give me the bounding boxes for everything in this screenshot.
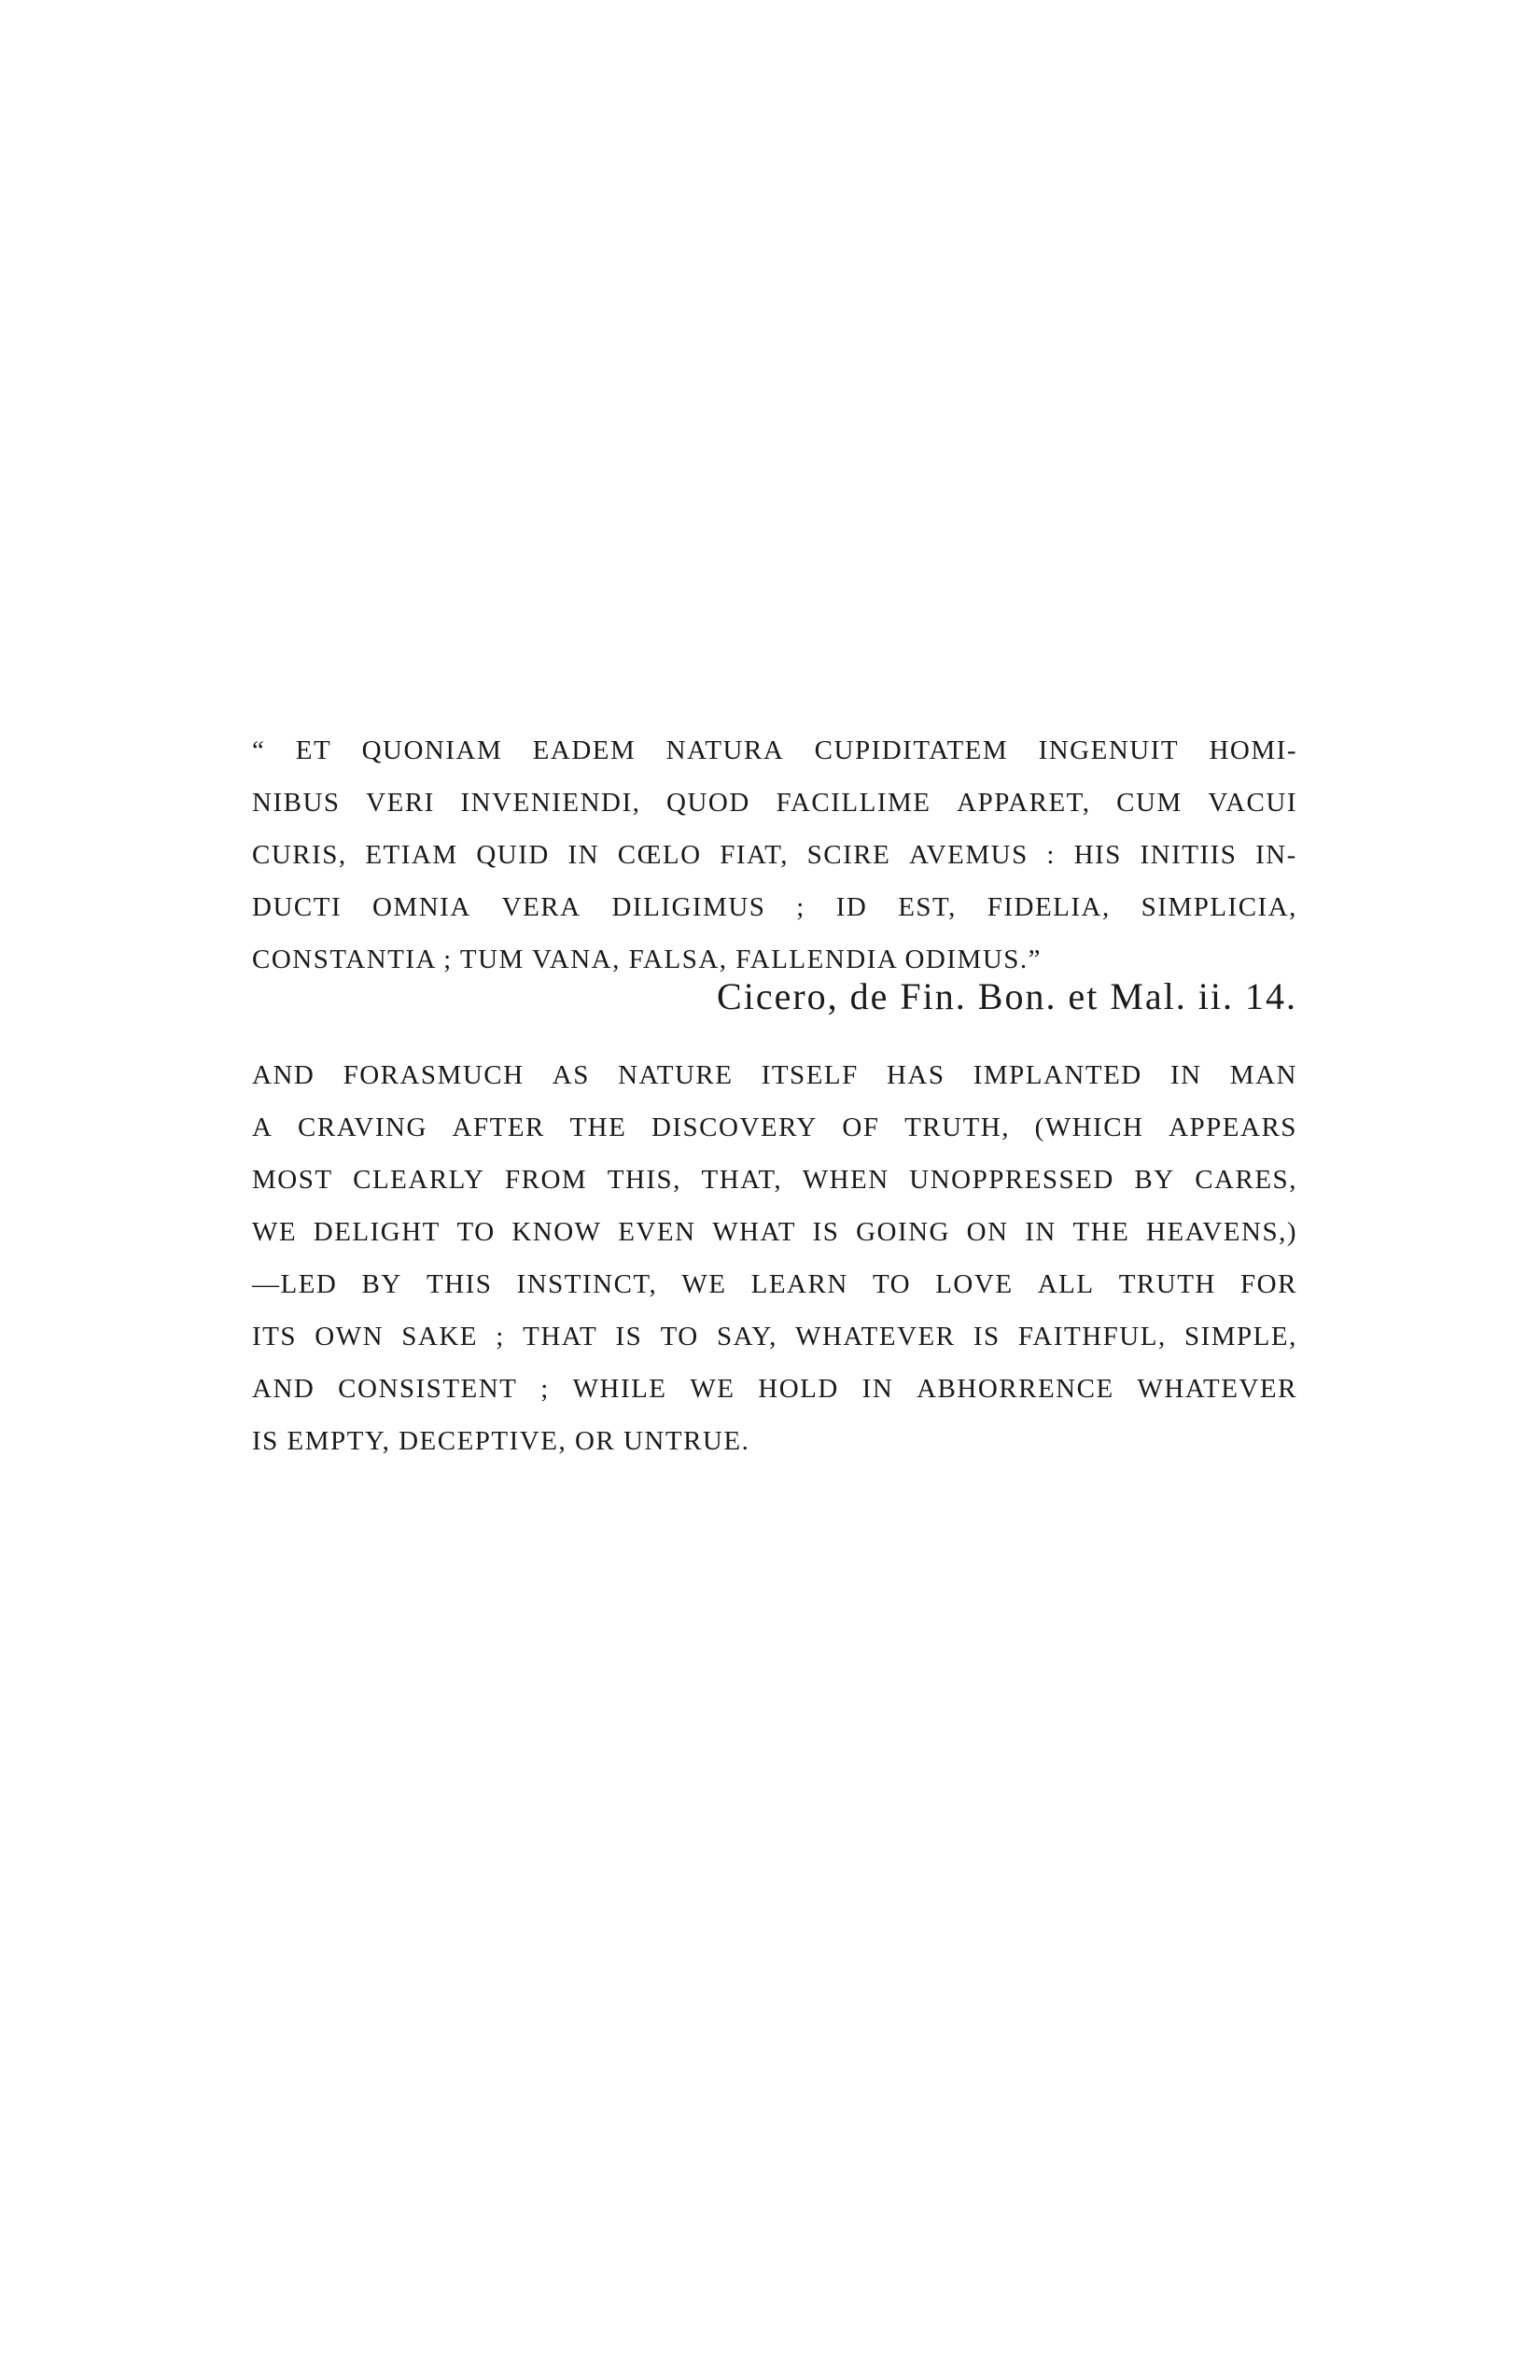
word: WE	[252, 1217, 298, 1247]
word: IS	[615, 1322, 643, 1351]
word: ITS	[252, 1322, 297, 1351]
word: THE	[1072, 1217, 1130, 1247]
word: DILIGIMUS	[611, 892, 766, 922]
word: ;	[540, 1374, 550, 1404]
word: CUM	[1116, 788, 1183, 818]
word: ON	[966, 1217, 1009, 1247]
word: APPEARS	[1169, 1113, 1297, 1142]
word: EST,	[898, 892, 957, 922]
word: AFTER	[452, 1113, 545, 1142]
word: UNOPPRESSED	[909, 1165, 1114, 1195]
translation-line	[252, 1258, 1297, 1310]
word: ;	[796, 892, 805, 922]
word: ;	[496, 1322, 505, 1351]
word: DUCTI	[252, 892, 343, 922]
word: AVEMUS	[909, 840, 1029, 870]
word: SAY,	[716, 1322, 777, 1351]
word: INSTINCT,	[516, 1269, 658, 1299]
word: WHATEVER	[795, 1322, 956, 1351]
translation-line	[252, 1206, 1297, 1258]
word: VACUI	[1208, 788, 1297, 818]
word: AND	[252, 1374, 315, 1404]
word: :	[1046, 840, 1056, 870]
word: OF	[842, 1113, 880, 1142]
word: IN-	[1255, 840, 1297, 870]
translation-line	[252, 1154, 1297, 1206]
word: IMPLANTED	[973, 1060, 1142, 1090]
word: BY	[361, 1269, 402, 1299]
word: AND	[252, 1060, 315, 1090]
word: DISCOVERY	[651, 1113, 818, 1142]
word: CRAVING	[298, 1113, 427, 1142]
word: TO	[872, 1269, 912, 1299]
word: NATURE	[618, 1060, 734, 1090]
word: WHILE	[572, 1374, 667, 1404]
word: THIS	[426, 1269, 493, 1299]
word: ETIAM	[365, 840, 458, 870]
word: SAKE	[401, 1322, 479, 1351]
word: FAITHFUL,	[1017, 1322, 1167, 1351]
word: FROM	[504, 1165, 588, 1195]
word: INGENUIT	[1038, 735, 1180, 765]
word: TO	[660, 1322, 699, 1351]
epigraph-line	[252, 724, 1297, 777]
word: VERI	[366, 788, 435, 818]
english-translation	[252, 1049, 1297, 1467]
word: KNOW	[511, 1217, 602, 1247]
word: A	[252, 1113, 273, 1142]
word: SCIRE	[806, 840, 891, 870]
translation-line	[252, 1101, 1297, 1154]
word: FOR	[1240, 1269, 1297, 1299]
word: DELIGHT	[313, 1217, 441, 1247]
word: CONSISTENT	[338, 1374, 518, 1404]
word: LEARN	[750, 1269, 848, 1299]
word: ALL	[1037, 1269, 1095, 1299]
latin-epigraph	[252, 724, 1297, 986]
word: IS	[812, 1217, 840, 1247]
word: WHAT	[712, 1217, 796, 1247]
word: ET	[295, 735, 332, 765]
word: HOLD	[758, 1374, 839, 1404]
word: WE	[690, 1374, 735, 1404]
word: SIMPLE,	[1183, 1322, 1297, 1351]
word: IN	[1025, 1217, 1057, 1247]
epigraph-line	[252, 881, 1297, 933]
word: WHEN	[802, 1165, 889, 1195]
word: “	[252, 735, 266, 765]
epigraph-attribution: Cicero, de Fin. Bon. et Mal. ii. 14.	[717, 975, 1297, 1017]
word: —LED	[252, 1269, 338, 1299]
word: OWN	[315, 1322, 385, 1351]
word: THE	[569, 1113, 627, 1142]
word: WE	[681, 1269, 727, 1299]
translation-line: IS EMPTY, DECEPTIVE, OR UNTRUE.	[252, 1426, 750, 1456]
word: ID	[835, 892, 868, 922]
word: TRUTH	[1118, 1269, 1216, 1299]
word: QUID	[476, 840, 550, 870]
word: HIS	[1073, 840, 1122, 870]
epigraph-line	[252, 777, 1297, 829]
word: NIBUS	[252, 788, 341, 818]
word: IN	[567, 840, 600, 870]
word: QUONIAM	[361, 735, 503, 765]
word: MOST	[252, 1165, 333, 1195]
word: (WHICH	[1034, 1113, 1144, 1142]
word: THAT,	[701, 1165, 783, 1195]
word: INITIIS	[1140, 840, 1238, 870]
word: FIAT,	[720, 840, 790, 870]
word: SIMPLICIA,	[1141, 892, 1297, 922]
word: IN	[1169, 1060, 1202, 1090]
word: INVENIENDI,	[460, 788, 641, 818]
word: EVEN	[618, 1217, 696, 1247]
word: THIS,	[607, 1165, 681, 1195]
epigraph-line: CONSTANTIA ; TUM VANA, FALSA, FALLENDIA ODIMUS.”	[252, 945, 1043, 974]
word: EADEM	[532, 735, 637, 765]
translation-line	[252, 1049, 1297, 1101]
word: CLEARLY	[353, 1165, 485, 1195]
translation-line	[252, 1310, 1297, 1363]
word: HAS	[886, 1060, 945, 1090]
word: QUOD	[666, 788, 750, 818]
word: HEAVENS,)	[1146, 1217, 1297, 1247]
word: GOING	[856, 1217, 950, 1247]
word: CURIS,	[252, 840, 347, 870]
word: IS	[973, 1322, 1001, 1351]
word: CUPIDITATEM	[814, 735, 1009, 765]
word: AS	[552, 1060, 590, 1090]
word: BY	[1134, 1165, 1175, 1195]
epigraph-line	[252, 829, 1297, 881]
word: THAT	[523, 1322, 598, 1351]
word: WHATEVER	[1137, 1374, 1297, 1404]
word: TRUTH,	[904, 1113, 1010, 1142]
word: FACILLIME	[776, 788, 931, 818]
translation-line	[252, 1363, 1297, 1415]
word: ITSELF	[761, 1060, 859, 1090]
word: HOMI-	[1209, 735, 1297, 765]
word: FIDELIA,	[987, 892, 1111, 922]
word: ABHORRENCE	[917, 1374, 1114, 1404]
word: APPARET,	[957, 788, 1091, 818]
word: FORASMUCH	[343, 1060, 525, 1090]
word: TO	[456, 1217, 496, 1247]
word: OMNIA	[371, 892, 471, 922]
word: VERA	[501, 892, 581, 922]
word: NATURA	[665, 735, 785, 765]
word: CŒLO	[617, 840, 702, 870]
word: MAN	[1229, 1060, 1297, 1090]
word: IN	[861, 1374, 894, 1404]
word: LOVE	[935, 1269, 1014, 1299]
word: CARES,	[1195, 1165, 1297, 1195]
